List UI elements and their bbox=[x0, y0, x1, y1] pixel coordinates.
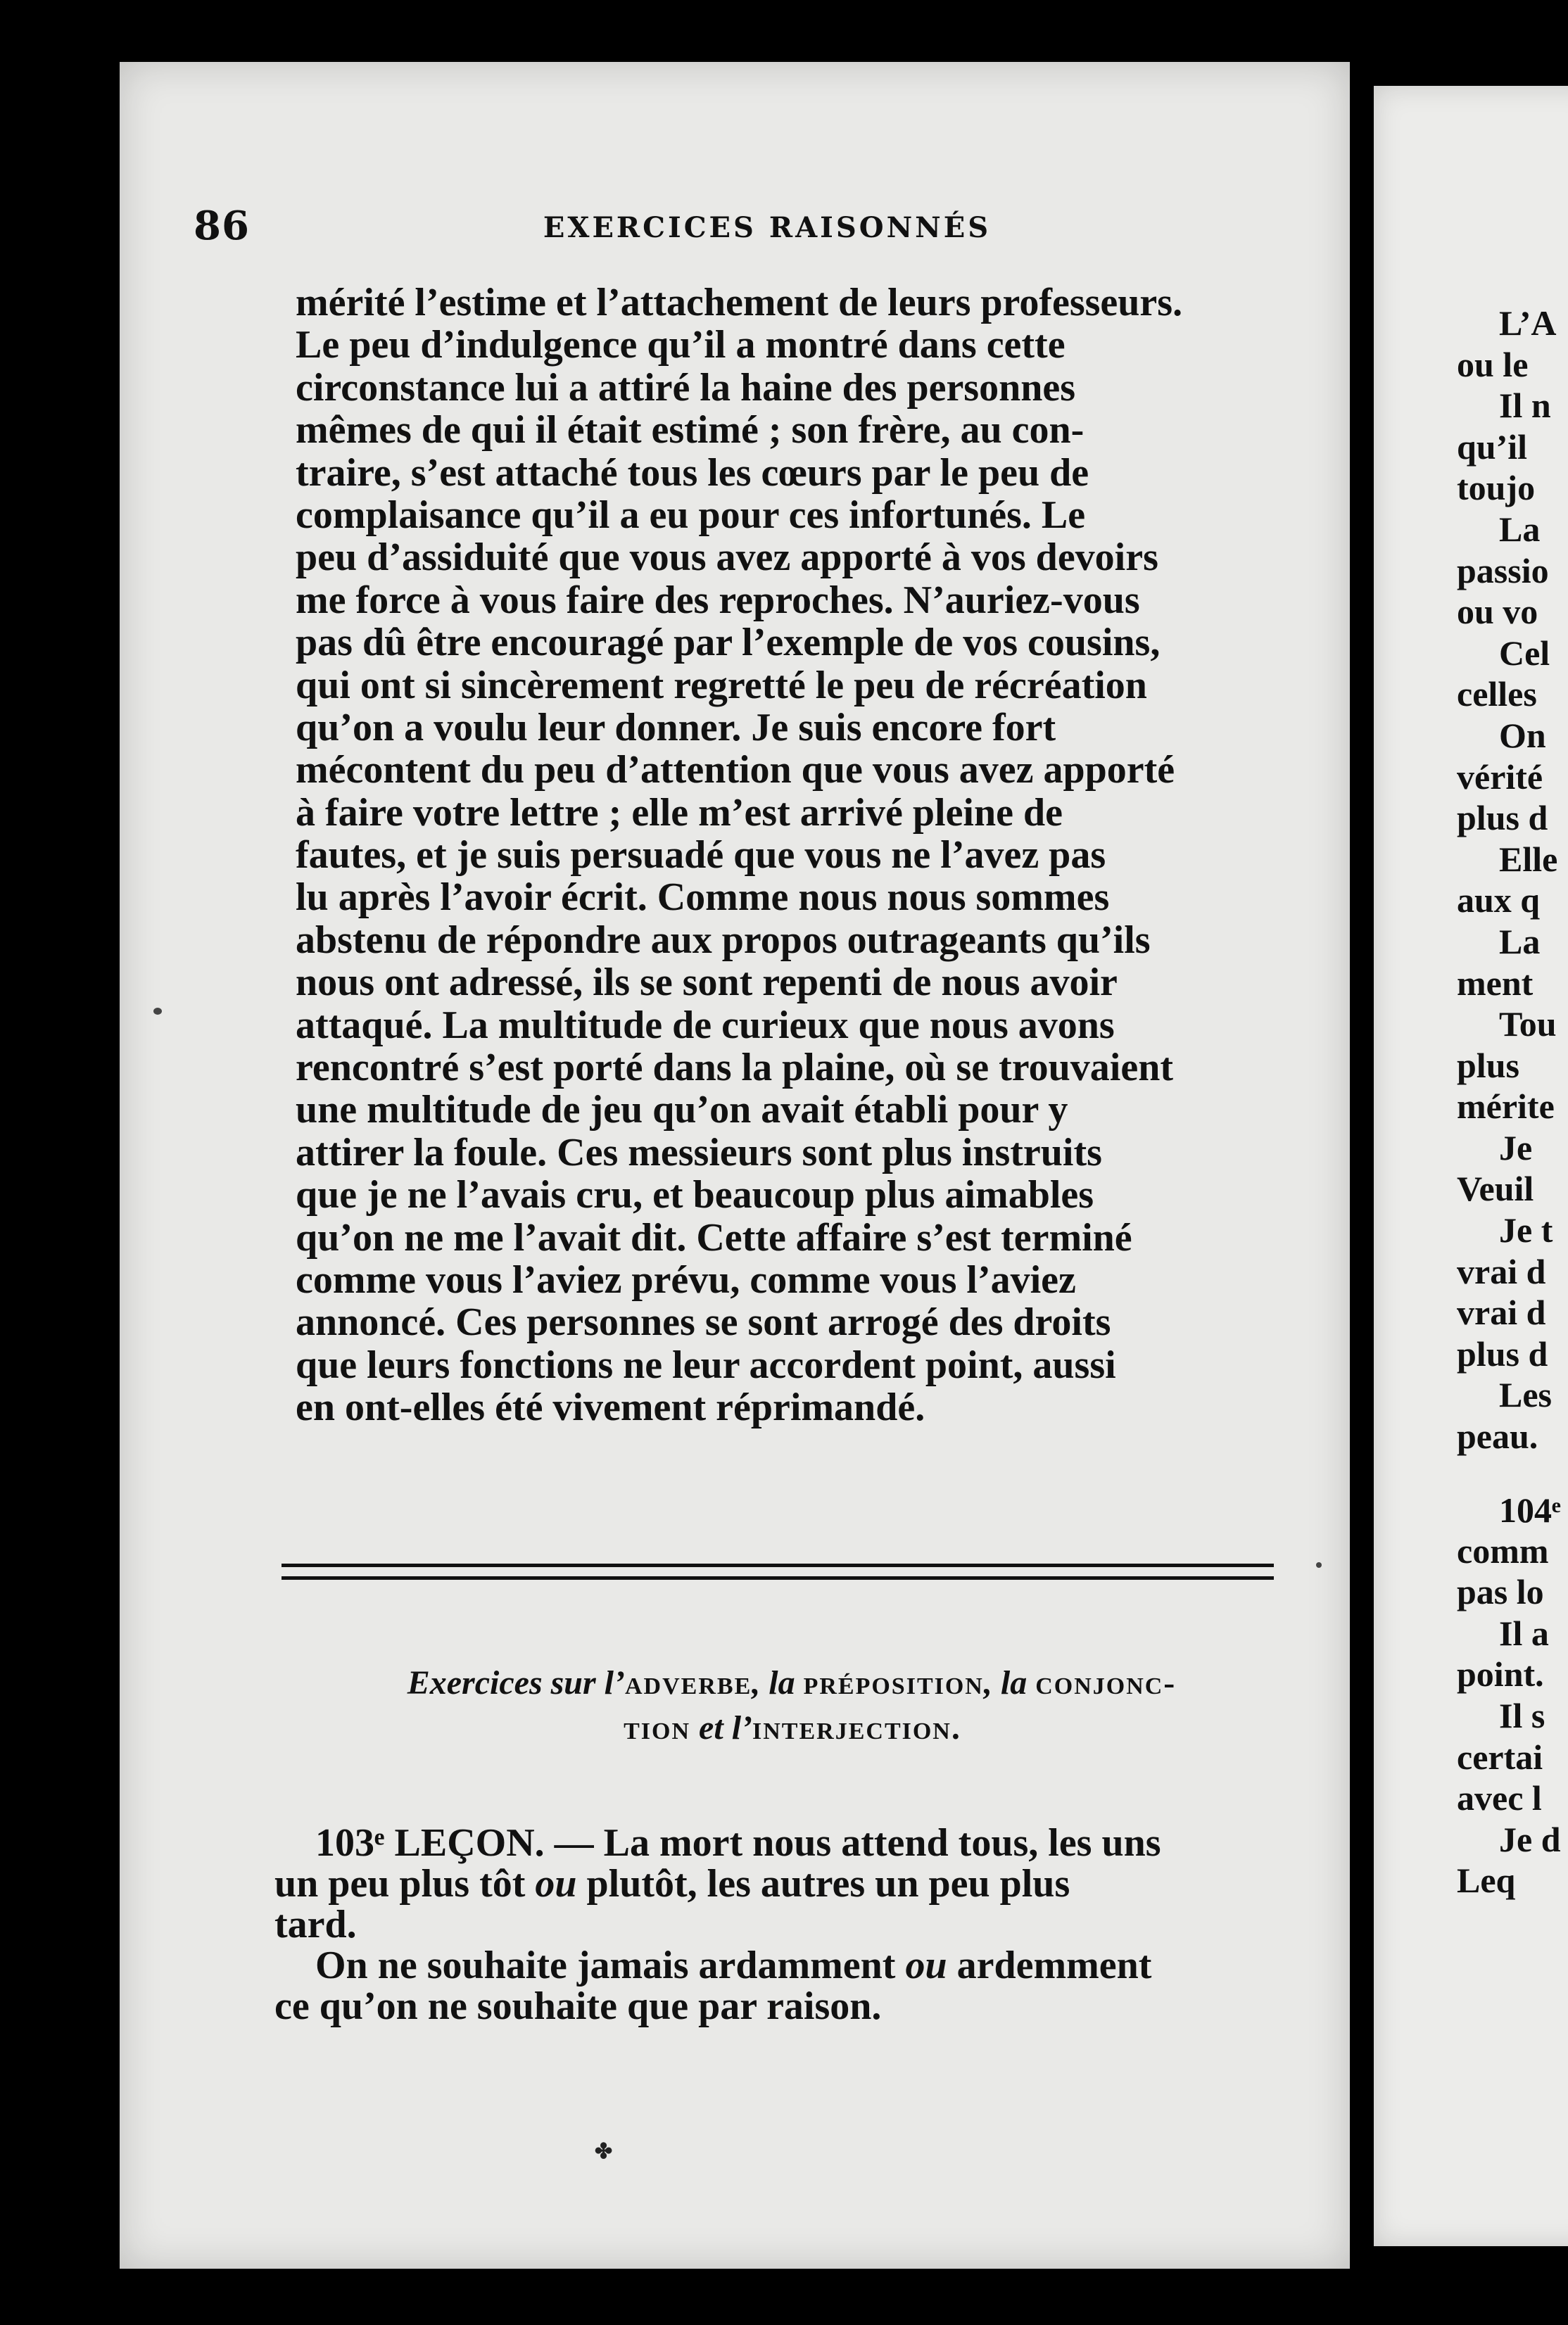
right-line: Il n bbox=[1499, 386, 1551, 426]
right-line: toujo bbox=[1457, 468, 1536, 508]
right-line: qu’il bbox=[1457, 426, 1528, 467]
right-line: Il a bbox=[1499, 1613, 1549, 1653]
right-line: vrai d bbox=[1457, 1251, 1546, 1291]
text-line: pas dû être encouragé par l’exemple de vos cousins, bbox=[296, 621, 1161, 665]
text-line: que je ne l’avais cru, et beaucoup plus aimables bbox=[296, 1173, 1094, 1217]
right-line: ment bbox=[1457, 963, 1534, 1003]
right-line: Je t bbox=[1499, 1210, 1553, 1250]
right-line: L’A bbox=[1499, 303, 1557, 343]
heading-term-interjection: interjection bbox=[752, 1709, 951, 1747]
heading-text: Exercices sur l’ bbox=[407, 1664, 625, 1702]
right-line: comm bbox=[1457, 1531, 1549, 1571]
heading-text: , la bbox=[983, 1664, 1036, 1702]
lesson-line bbox=[274, 1945, 1316, 1986]
right-line: ou vo bbox=[1457, 592, 1538, 632]
right-line: mérite bbox=[1457, 1087, 1555, 1127]
heading-text: . bbox=[951, 1709, 960, 1747]
right-line: 104ᵉ bbox=[1499, 1490, 1561, 1530]
lesson-line bbox=[274, 1863, 1316, 1904]
lesson-text: plutôt, les autres un peu plus bbox=[576, 1862, 1070, 1906]
text-line: Le peu d’indulgence qu’il a montré dans cette bbox=[296, 323, 1066, 367]
text-line: attirer la foule. Ces messieurs sont plus instruits bbox=[296, 1130, 1102, 1174]
section-rule-bottom bbox=[282, 1576, 1274, 1580]
scan-speck bbox=[153, 1008, 162, 1015]
text-line: nous ont adressé, ils se sont repenti de nous avoir bbox=[296, 961, 1118, 1005]
heading-term-conjonction: conjonc- bbox=[1035, 1664, 1177, 1702]
text-line: qui ont si sincèrement regretté le peu de récréation bbox=[296, 663, 1147, 707]
right-line: certai bbox=[1457, 1737, 1543, 1777]
text-line: qu’on ne me l’avait dit. Cette affaire s’est terminé bbox=[296, 1215, 1132, 1260]
lesson-line: tard. bbox=[274, 1903, 357, 1946]
lesson-label: 103ᵉ LEÇON. — bbox=[315, 1821, 594, 1865]
ornament-icon: ✤ bbox=[595, 2139, 613, 2164]
text-line: que leurs fonctions ne leur accordent point, aussi bbox=[296, 1343, 1116, 1387]
right-line: avec l bbox=[1457, 1778, 1542, 1818]
text-line: rencontré s’est porté dans la plaine, où se trouvaient bbox=[296, 1046, 1173, 1090]
section-rule-top bbox=[282, 1564, 1274, 1567]
text-line: annoncé. Ces personnes se sont arrogé des droits bbox=[296, 1300, 1111, 1345]
text-line: traire, s’est attaché tous les cœurs par le peu de bbox=[296, 450, 1089, 495]
text-line: qu’on a voulu leur donner. Je suis encore fort bbox=[296, 705, 1056, 749]
right-line: Elle bbox=[1499, 839, 1558, 879]
text-line: lu après l’avoir écrit. Comme nous nous sommes bbox=[296, 875, 1110, 920]
heading-term-adverbe: adverbe bbox=[625, 1664, 752, 1702]
right-line: Je bbox=[1499, 1127, 1533, 1167]
text-line: fautes, et je suis persuadé que vous ne l’avez pas bbox=[296, 833, 1106, 878]
text-line: circonstance lui a attiré la haine des personnes bbox=[296, 365, 1076, 410]
right-line: Cel bbox=[1499, 633, 1550, 673]
right-line: celles bbox=[1457, 674, 1537, 714]
right-line: Je d bbox=[1499, 1819, 1561, 1859]
page-number: 86 bbox=[194, 203, 250, 249]
right-line: vrai d bbox=[1457, 1293, 1546, 1333]
lesson-text: un peu plus tôt bbox=[274, 1862, 536, 1906]
lesson-italic: ou bbox=[905, 1944, 947, 1987]
lesson-line: ce qu’on ne souhaite que par raison. bbox=[274, 1984, 882, 2028]
text-line: à faire votre lettre ; elle m’est arrivé pleine de bbox=[296, 790, 1063, 835]
lesson-italic: ou bbox=[535, 1862, 577, 1906]
main-text-block bbox=[296, 281, 1323, 1429]
right-page-text bbox=[1457, 303, 1568, 1901]
right-line: plus d bbox=[1457, 1333, 1548, 1374]
heading-term-conjonction-cont: tion bbox=[624, 1709, 691, 1747]
right-line: peau. bbox=[1457, 1417, 1538, 1457]
text-line: peu d’assiduité que vous avez apporté à vos devoirs bbox=[296, 536, 1158, 580]
right-line: ou le bbox=[1457, 344, 1529, 384]
lesson-line bbox=[274, 1823, 1316, 1863]
text-line: attaqué. La multitude de curieux que nous avons bbox=[296, 1003, 1115, 1047]
running-head: EXERCICES RAISONNÉS bbox=[543, 211, 992, 244]
text-line: en ont-elles été vivement réprimandé. bbox=[296, 1386, 925, 1430]
right-line: La bbox=[1499, 509, 1541, 549]
right-line: Veuil bbox=[1457, 1169, 1534, 1209]
heading-text: , la bbox=[752, 1664, 804, 1702]
right-line: On bbox=[1499, 715, 1546, 755]
right-line: passio bbox=[1457, 550, 1549, 590]
right-line: La bbox=[1499, 921, 1541, 961]
right-line: plus d bbox=[1457, 798, 1548, 838]
right-line: aux q bbox=[1457, 880, 1541, 920]
right-line: plus bbox=[1457, 1045, 1519, 1085]
scan-speck bbox=[1316, 1562, 1322, 1568]
lesson-text: ardemment bbox=[947, 1944, 1152, 1987]
right-line: Leq bbox=[1457, 1861, 1516, 1901]
text-line: me force à vous faire des reproches. N’auriez-vous bbox=[296, 578, 1140, 622]
text-line: une multitude de jeu qu’on avait établi pour y bbox=[296, 1088, 1068, 1132]
text-line: mérité l’estime et l’attachement de leurs professeurs. bbox=[296, 281, 1183, 324]
right-line: Il s bbox=[1499, 1696, 1545, 1735]
heading-text: et l’ bbox=[690, 1709, 753, 1747]
lesson-text: On ne souhaite jamais ardamment bbox=[315, 1944, 906, 1987]
text-line: abstenu de répondre aux propos outrageants qu’ils bbox=[296, 918, 1151, 962]
right-line: Les bbox=[1499, 1375, 1552, 1415]
right-line: point. bbox=[1457, 1654, 1544, 1694]
section-heading bbox=[278, 1661, 1305, 1751]
right-line: Tou bbox=[1499, 1004, 1557, 1044]
text-line: complaisance qu’il a eu pour ces infortunés. Le bbox=[296, 493, 1086, 537]
lesson-103 bbox=[274, 1823, 1316, 2027]
text-line: mécontent du peu d’attention que vous avez apporté bbox=[296, 748, 1175, 792]
heading-term-preposition: préposition bbox=[803, 1664, 984, 1702]
text-line: mêmes de qui il était estimé ; son frère, au con- bbox=[296, 408, 1085, 452]
lesson-text: La mort nous attend tous, les uns bbox=[593, 1821, 1161, 1865]
right-line: pas lo bbox=[1457, 1572, 1544, 1612]
text-line: comme vous l’aviez prévu, comme vous l’aviez bbox=[296, 1257, 1076, 1302]
right-line: vérité bbox=[1457, 756, 1543, 797]
